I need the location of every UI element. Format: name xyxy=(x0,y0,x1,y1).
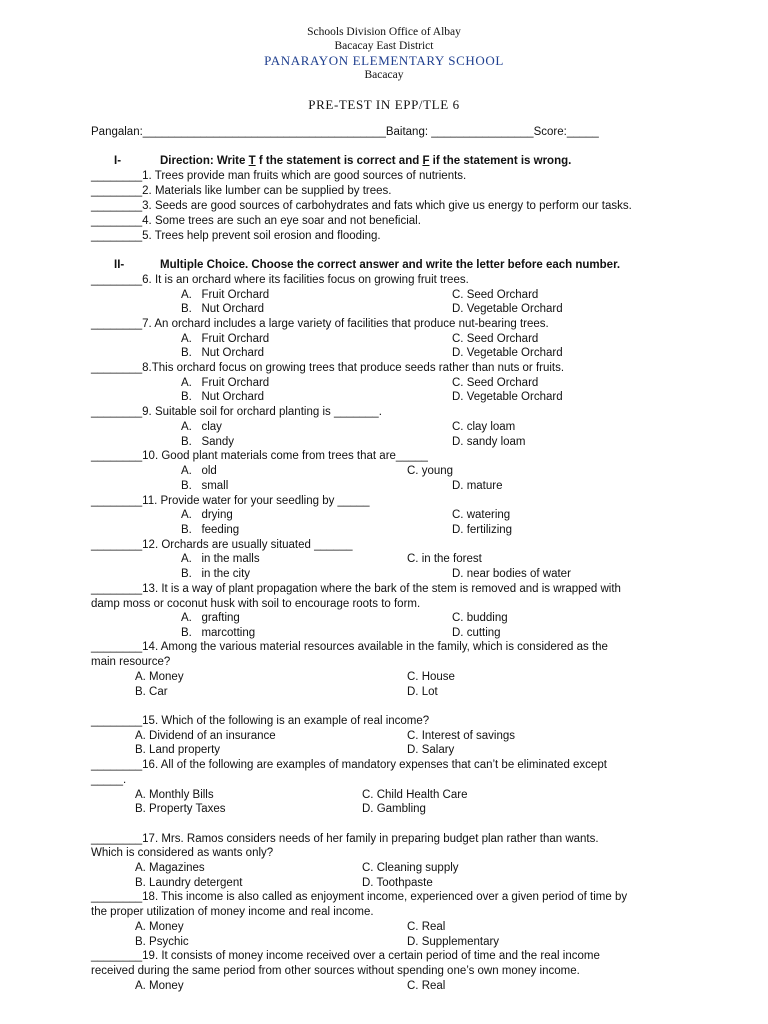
choice-15b: B. Land property xyxy=(135,744,221,756)
question-16: ________16. All of the following are examples of mandatory expenses that can’t be eliminated except xyxy=(91,759,607,771)
choice-19c: C. Real xyxy=(407,980,446,992)
question-13-cont: damp moss or coconut husk with soil to encourage roots to form. xyxy=(91,598,421,610)
choice-17c: C. Cleaning supply xyxy=(362,862,459,874)
name-field[interactable]: ______________________________________ xyxy=(142,126,386,138)
question-19-cont: received during the same period from other sources without spending one’s own money income. xyxy=(91,965,580,977)
choice-17a: A. Magazines xyxy=(135,862,205,874)
part2-direction: Multiple Choice. Choose the correct answer and write the letter before each number. xyxy=(160,259,621,271)
question-6: ________6. It is an orchard where its facilities focus on growing fruit trees. xyxy=(91,274,469,286)
choice-10b: B. small xyxy=(181,480,229,492)
question-14: ________14. Among the various material resources available in the family, which is considered as the xyxy=(91,641,608,653)
question-1: ________1. Trees provide man fruits which are good sources of nutrients. xyxy=(91,170,467,182)
question-16-cont: _____. xyxy=(91,774,127,786)
choice-18c: C. Real xyxy=(407,921,446,933)
choice-13d: D. cutting xyxy=(452,627,501,639)
question-2: ________2. Materials like lumber can be supplied by trees. xyxy=(91,185,392,197)
question-15: ________15. Which of the following is an example of real income? xyxy=(91,715,430,727)
student-info-line xyxy=(91,125,599,139)
choice-8b: B. Nut Orchard xyxy=(181,391,265,403)
question-7: ________7. An orchard includes a large variety of facilities that produce nut-bearing trees. xyxy=(91,318,549,330)
choice-12d: D. near bodies of water xyxy=(452,568,571,580)
choice-16a: A. Monthly Bills xyxy=(135,789,214,801)
question-4: ________4. Some trees are such an eye soar and not beneficial. xyxy=(91,215,421,227)
choice-14d: D. Lot xyxy=(407,686,438,698)
choice-10d: D. mature xyxy=(452,480,503,492)
choice-15d: D. Salary xyxy=(407,744,455,756)
question-17: ________17. Mrs. Ramos considers needs of her family in preparing budget plan rather than wants. xyxy=(91,833,599,845)
choice-11a: A. drying xyxy=(181,509,233,521)
choice-14a: A. Money xyxy=(135,671,184,683)
choice-9b: B. Sandy xyxy=(181,436,235,448)
choice-18b: B. Psychic xyxy=(135,936,189,948)
district-name: Bacacay East District xyxy=(334,40,434,52)
choice-8c: C. Seed Orchard xyxy=(452,377,539,389)
choice-16d: D. Gambling xyxy=(362,803,426,815)
score-field[interactable]: _____ xyxy=(566,126,599,138)
division-office: Schools Division Office of Albay xyxy=(307,26,461,38)
question-13: ________13. It is a way of plant propagation where the bark of the stem is removed and is wrapped with xyxy=(91,583,621,595)
choice-11b: B. feeding xyxy=(181,524,240,536)
grade-field[interactable]: ________________ xyxy=(431,126,534,138)
choice-9c: C. clay loam xyxy=(452,421,516,433)
choice-19a: A. Money xyxy=(135,980,184,992)
choice-16b: B. Property Taxes xyxy=(135,803,226,815)
choice-17b: B. Laundry detergent xyxy=(135,877,243,889)
question-19: ________19. It consists of money income received over a certain period of time and the real income xyxy=(91,950,600,962)
grade-label: Baitang: xyxy=(385,126,432,138)
choice-8d: D. Vegetable Orchard xyxy=(452,391,563,403)
choice-14b: B. Car xyxy=(135,686,168,698)
choice-8a: A. Fruit Orchard xyxy=(181,377,270,389)
question-3: ________3. Seeds are good sources of carbohydrates and fats which give us energy to perform our tasks. xyxy=(91,200,632,212)
choice-15a: A. Dividend of an insurance xyxy=(135,730,276,742)
choice-17d: D. Toothpaste xyxy=(362,877,433,889)
part2-numeral: II- xyxy=(114,259,125,271)
name-label: Pangalan: xyxy=(91,126,143,138)
choice-6d: D. Vegetable Orchard xyxy=(452,303,563,315)
test-title: PRE-TEST IN EPP/TLE 6 xyxy=(308,97,460,112)
score-label: Score: xyxy=(533,126,567,138)
choice-12b: B. in the city xyxy=(181,568,251,580)
town-name: Bacacay xyxy=(364,69,404,81)
part1-direction: Direction: Write T f the statement is correct and F if the statement is wrong. xyxy=(160,155,572,167)
choice-12c: C. in the forest xyxy=(407,553,482,565)
choice-18a: A. Money xyxy=(135,921,184,933)
choice-16c: C. Child Health Care xyxy=(362,789,468,801)
choice-7d: D. Vegetable Orchard xyxy=(452,347,563,359)
choice-11d: D. fertilizing xyxy=(452,524,513,536)
choice-10a: A. old xyxy=(181,465,217,477)
choice-13b: B. marcotting xyxy=(181,627,256,639)
choice-7b: B. Nut Orchard xyxy=(181,347,265,359)
choice-13a: A. grafting xyxy=(181,612,240,624)
question-9: ________9. Suitable soil for orchard planting is _______. xyxy=(91,406,382,418)
choice-13c: C. budding xyxy=(452,612,508,624)
choice-18d: D. Supplementary xyxy=(407,936,500,948)
question-10: ________10. Good plant materials come from trees that are_____ xyxy=(91,450,428,462)
choice-6b: B. Nut Orchard xyxy=(181,303,265,315)
choice-14c: C. House xyxy=(407,671,455,683)
question-18: ________18. This income is also called as enjoyment income, experienced over a given period of time by xyxy=(91,891,628,903)
question-17-cont: Which is considered as wants only? xyxy=(91,847,274,859)
question-8: ________8.This orchard focus on growing trees that produce seeds rather than nuts or fruits. xyxy=(91,362,565,374)
choice-6a: A. Fruit Orchard xyxy=(181,289,270,301)
choice-15c: C. Interest of savings xyxy=(407,730,516,742)
question-12: ________12. Orchards are usually situated ______ xyxy=(91,539,353,551)
choice-11c: C. watering xyxy=(452,509,511,521)
choice-9d: D. sandy loam xyxy=(452,436,526,448)
choice-6c: C. Seed Orchard xyxy=(452,289,539,301)
question-5: ________5. Trees help prevent soil erosion and flooding. xyxy=(91,230,381,242)
choice-10c: C. young xyxy=(407,465,454,477)
choice-12a: A. in the malls xyxy=(181,553,260,565)
question-11: ________11. Provide water for your seedling by _____ xyxy=(91,495,370,507)
question-14-cont: main resource? xyxy=(91,656,171,668)
part1-numeral: I- xyxy=(114,155,122,167)
choice-9a: A. clay xyxy=(181,421,222,433)
school-name: PANARAYON ELEMENTARY SCHOOL xyxy=(264,53,504,68)
question-18-cont: the proper utilization of money income and real income. xyxy=(91,906,374,918)
choice-7a: A. Fruit Orchard xyxy=(181,333,270,345)
choice-7c: C. Seed Orchard xyxy=(452,333,539,345)
